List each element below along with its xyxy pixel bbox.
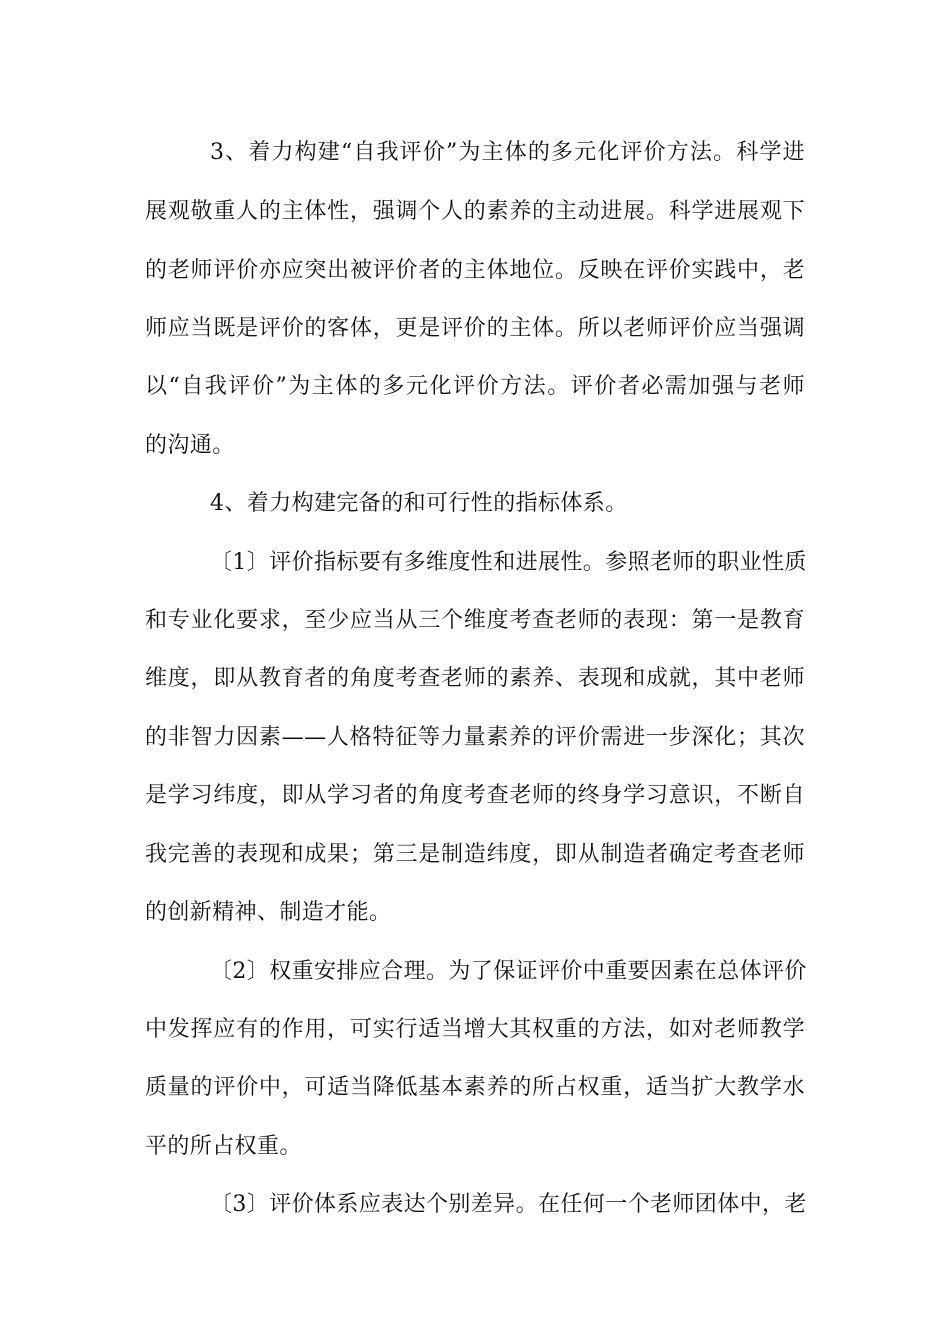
text-line: 质量的评价中，可适当降低基本素养的所占权重，适当扩大教学水	[145, 1075, 805, 1100]
text-line: 〔3〕评价体系应表达个别差异。在任何一个老师团体中，老	[210, 1192, 807, 1217]
text-line: 的创新精神、制造才能。	[145, 900, 392, 925]
text-line: 维度，即从教育者的角度考查老师的素养、表现和成就，其中老师	[145, 666, 805, 691]
text-line: 我完善的表现和成果；第三是制造纬度，即从制造者确定考查老师	[145, 842, 805, 867]
text-line: 以“自我评价”为主体的多元化评价方法。评价者必需加强与老师	[145, 374, 805, 399]
text-line: 的沟通。	[145, 433, 235, 458]
text-line: 和专业化要求，至少应当从三个维度考查老师的表现：第一是教育	[145, 608, 805, 633]
text-line: 展观敬重人的主体性，强调个人的素养的主动进展。科学进展观下	[145, 199, 805, 224]
text-line: 的老师评价亦应突出被评价者的主体地位。反映在评价实践中，老	[145, 258, 805, 283]
text-line: 的非智力因素——人格特征等力量素养的评价需进一步深化；其次	[145, 725, 805, 750]
section-heading: 4、着力构建完备的和可行性的指标体系。	[210, 491, 628, 516]
text-line: 平的所占权重。	[145, 1134, 302, 1159]
text-line: 师应当既是评价的客体，更是评价的主体。所以老师评价应当强调	[145, 316, 805, 341]
text-line: 〔2〕权重安排应合理。为了保证评价中重要因素在总体评价	[210, 959, 807, 984]
text-line: 〔1〕评价指标要有多维度性和进展性。参照老师的职业性质	[210, 550, 807, 575]
text-line: 3、着力构建“自我评价”为主体的多元化评价方法。科学进	[210, 140, 805, 165]
text-line: 是学习纬度，即从学习者的角度考查老师的终身学习意识，不断自	[145, 783, 805, 808]
text-line: 中发挥应有的作用，可实行适当增大其权重的方法，如对老师教学	[145, 1017, 805, 1042]
